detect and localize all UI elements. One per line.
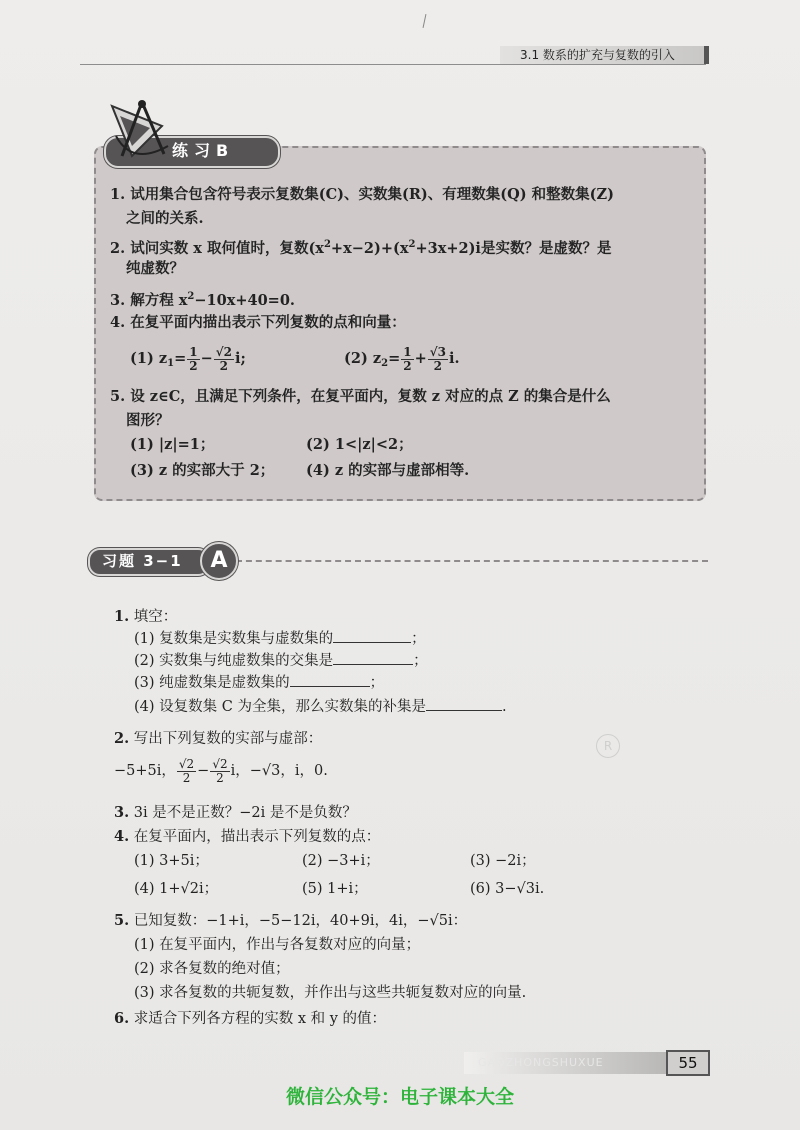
wechat-watermark: 微信公众号：电子课本大全 (285, 1086, 514, 1108)
ex-b-item-1-line-2: 之间的关系. (126, 210, 204, 227)
exercise-a-title: 习题 3−1 (102, 552, 183, 570)
ex-b-item-2-line-2: 纯虚数？ (126, 260, 184, 277)
ex-a-q2: 2. 写出下列复数的实部与虚部： (114, 730, 323, 747)
ex-a-q4-part-3: (3) −2i； (470, 853, 536, 869)
ex-a-q2-values: −5+5i， $\frac{√2}{2}$ − $\frac{√2}{2}$ i，−√3，i，0. (114, 756, 328, 785)
ex-a-q4-part-2: (2) −3+i； (302, 853, 380, 869)
ex-a-q5: 5. 已知复数：−1+i，−5−12i，40+9i，4i，−√5i： (114, 912, 468, 929)
ex-a-q3: 3. 3i 是不是正数？−2i 是不是负数？ (114, 804, 357, 821)
ex-b-item-5-part-4: (4) z 的实部与虚部相等. (306, 462, 470, 479)
answer-blank (426, 696, 502, 711)
ex-a-q1-part-2: (2) 实数集与纯虚数集的交集是 ； (134, 650, 428, 672)
ex-a-q5-part-2: (2) 求各复数的绝对值； (134, 961, 290, 977)
ex-a-q1-part-4: (4) 设复数集 C 为全集，那么实数集的补集是 . (134, 696, 507, 718)
ex-a-q1: 1. 填空： (114, 608, 178, 625)
ex-a-q4-part-5: (5) 1+i； (302, 881, 368, 897)
ex-b-item-5-part-1: (1) |z|=1； (130, 436, 215, 453)
ex-a-q5-part-3: (3) 求各复数的共轭复数，并作出与这些共轭复数对应的向量. (134, 985, 527, 1001)
compass-ruler-icon (102, 96, 182, 166)
registered-watermark-icon: R (596, 734, 620, 758)
answer-blank (290, 672, 370, 687)
ex-a-q4-part-6: (6) 3−√3i. (470, 881, 545, 897)
ex-a-q4: 4. 在复平面内，描出表示下列复数的点： (114, 828, 381, 845)
answer-blank (333, 628, 411, 643)
ex-b-item-4-part-1: (1) $z_1=$ $\frac{1}{2}$ − $\frac{√2}{2}$ i; (130, 344, 246, 373)
ex-b-item-5-part-2: (2) 1<|z|<2； (306, 436, 413, 453)
ex-b-item-2-line-1: 2. 试问实数 x 取何值时，复数$(x^2+x-2)+(x^2+3x+2)i$是实数？是虚数？是 (110, 239, 612, 257)
ex-b-item-5-line-2: 图形？ (126, 412, 170, 429)
exercise-a-divider (236, 560, 708, 562)
ex-b-item-3: 3. 解方程 $x^2-10x+40=0$. (110, 291, 295, 309)
ex-b-item-4-part-2: (2) $z_2=$ $\frac{1}{2}$ + $\frac{√3}{2}$ i. (344, 344, 460, 373)
ex-a-q4-part-1: (1) 3+5i； (134, 853, 209, 869)
ex-b-item-5-line-1: 5. 设 z∈C，且满足下列条件，在复平面内，复数 z 对应的点 Z 的集合是什么 (110, 388, 611, 405)
section-header: 3.1 数系的扩充与复数的引入 (520, 48, 675, 62)
ex-b-item-4: 4. 在复平面内描出表示下列复数的点和向量： (110, 314, 406, 331)
page-number: 55 (666, 1050, 710, 1076)
ex-a-q1-part-1: (1) 复数集是实数集与虚数集的 ； (134, 628, 426, 650)
exercise-a-level-badge: A (200, 542, 238, 580)
ex-b-item-5-part-3: (3) z 的实部大于 2； (130, 462, 275, 479)
ex-a-q6: 6. 求适合下列各方程的实数 x 和 y 的值： (114, 1010, 387, 1027)
answer-blank (333, 650, 413, 665)
footer-watermark: GAOZHONGSHUXUE (478, 1056, 604, 1069)
scan-mark (423, 14, 427, 28)
ex-a-q1-part-3: (3) 纯虚数集是虚数集的 ； (134, 672, 384, 694)
ex-b-item-1-line-1: 1. 试用集合包含符号表示复数集(C)、实数集(R)、有理数集(Q) 和整数集(Z) (110, 186, 614, 203)
ex-a-q4-part-4: (4) 1+√2i； (134, 881, 219, 897)
exercise-b-title: 练习B (172, 141, 235, 160)
ex-a-q5-part-1: (1) 在复平面内，作出与各复数对应的向量； (134, 937, 421, 953)
